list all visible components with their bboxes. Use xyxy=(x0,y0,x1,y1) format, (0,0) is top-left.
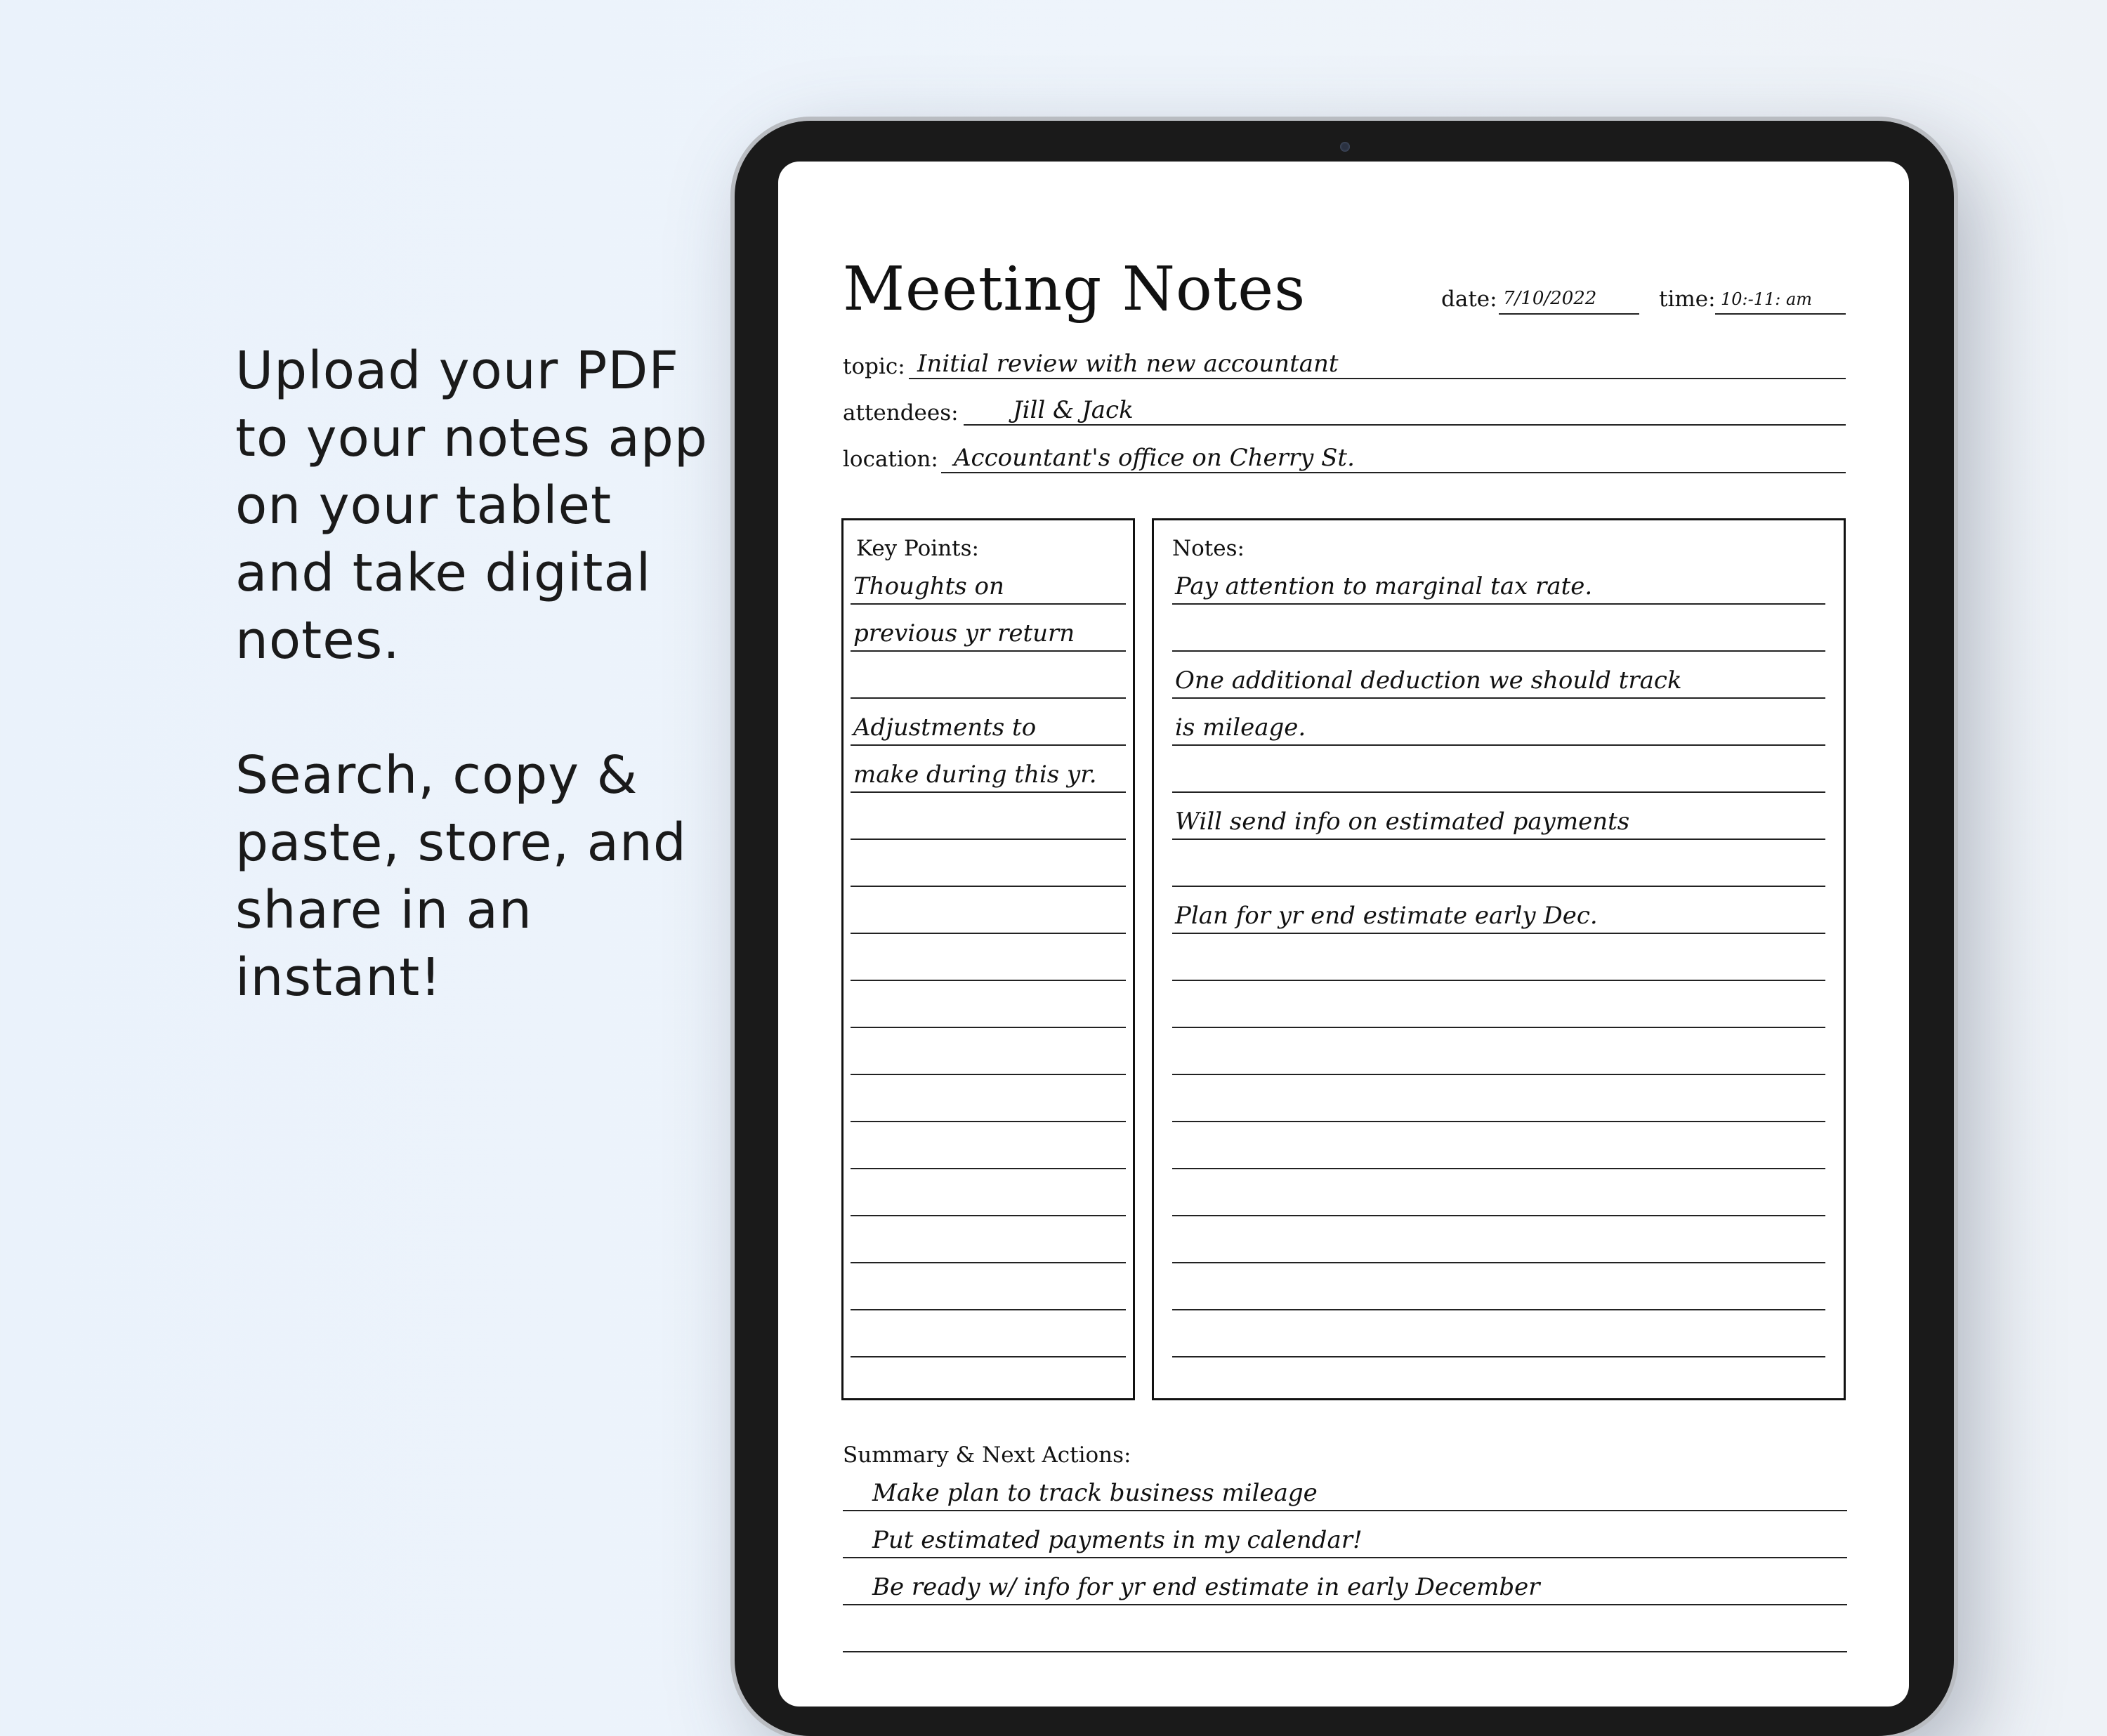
key-point-entry: Thoughts on xyxy=(853,572,1004,600)
key-point-rule[interactable] xyxy=(851,1121,1126,1122)
note-rule[interactable] xyxy=(1172,1074,1825,1075)
promo-text xyxy=(235,337,727,1079)
notes-label: Notes: xyxy=(1172,536,1245,561)
time-label: time: xyxy=(1659,287,1716,312)
key-points-box xyxy=(841,518,1135,1400)
note-rule[interactable] xyxy=(1172,1121,1825,1122)
note-rule[interactable] xyxy=(1172,791,1825,793)
key-point-rule[interactable] xyxy=(851,886,1126,887)
location-label: location: xyxy=(843,447,938,472)
note-rule[interactable] xyxy=(1172,1309,1825,1310)
summary-rule[interactable] xyxy=(843,1651,1847,1652)
summary-rule[interactable] xyxy=(843,1557,1847,1558)
topic-field[interactable] xyxy=(909,350,1846,379)
key-point-rule[interactable] xyxy=(851,1168,1126,1169)
note-entry: Plan for yr end estimate early Dec. xyxy=(1175,902,1598,930)
key-point-rule[interactable] xyxy=(851,603,1126,605)
note-rule[interactable] xyxy=(1172,603,1825,605)
notes-box xyxy=(1152,518,1846,1400)
note-rule[interactable] xyxy=(1172,933,1825,934)
note-rule[interactable] xyxy=(1172,1027,1825,1028)
key-point-rule[interactable] xyxy=(851,1356,1126,1357)
key-point-rule[interactable] xyxy=(851,744,1126,746)
summary-entry: Be ready w/ info for yr end estimate in early December xyxy=(872,1573,1540,1601)
summary-entry: Make plan to track business mileage xyxy=(872,1479,1318,1507)
note-entry: One additional deduction we should track xyxy=(1175,666,1682,695)
location-value: Accountant's office on Cherry St. xyxy=(954,444,1355,472)
key-point-entry: previous yr return xyxy=(853,619,1075,647)
key-point-rule[interactable] xyxy=(851,980,1126,981)
key-point-rule[interactable] xyxy=(851,933,1126,934)
promo-paragraph-search: Search, copy & paste, store, and share in an instant! xyxy=(235,745,687,1008)
key-point-rule[interactable] xyxy=(851,1262,1126,1263)
summary-rule[interactable] xyxy=(843,1510,1847,1511)
key-point-rule[interactable] xyxy=(851,1074,1126,1075)
note-rule[interactable] xyxy=(1172,839,1825,840)
topic-label: topic: xyxy=(843,354,905,379)
note-rule[interactable] xyxy=(1172,980,1825,981)
date-label: date: xyxy=(1441,287,1497,312)
attendees-label: attendees: xyxy=(843,400,959,426)
note-rule[interactable] xyxy=(1172,886,1825,887)
date-field[interactable] xyxy=(1499,285,1639,315)
key-point-rule[interactable] xyxy=(851,791,1126,793)
topic-value: Initial review with new accountant xyxy=(917,350,1339,378)
note-rule[interactable] xyxy=(1172,744,1825,746)
note-rule[interactable] xyxy=(1172,1356,1825,1357)
key-point-rule[interactable] xyxy=(851,1027,1126,1028)
promo-paragraph-upload: Upload your PDF to your notes app on your tablet and take digital notes. xyxy=(235,341,708,671)
note-rule[interactable] xyxy=(1172,1168,1825,1169)
date-value: 7/10/2022 xyxy=(1503,288,1597,309)
camera-icon xyxy=(1340,142,1350,152)
key-points-label: Key Points: xyxy=(856,536,979,561)
page-title: Meeting Notes xyxy=(843,254,1306,324)
note-entry: is mileage. xyxy=(1175,714,1306,742)
note-rule[interactable] xyxy=(1172,697,1825,699)
summary-rule[interactable] xyxy=(843,1604,1847,1605)
key-point-entry: make during this yr. xyxy=(853,761,1097,789)
note-rule[interactable] xyxy=(1172,1262,1825,1263)
key-point-entry: Adjustments to xyxy=(853,714,1037,742)
key-point-rule[interactable] xyxy=(851,1215,1126,1216)
attendees-value: Jill & Jack xyxy=(1013,396,1134,424)
note-entry: Will send info on estimated payments xyxy=(1175,808,1630,836)
tablet-screen xyxy=(778,162,1909,1707)
note-rule[interactable] xyxy=(1172,1215,1825,1216)
key-point-rule[interactable] xyxy=(851,1309,1126,1310)
summary-label: Summary & Next Actions: xyxy=(843,1442,1131,1468)
note-rule[interactable] xyxy=(1172,650,1825,652)
key-point-rule[interactable] xyxy=(851,650,1126,652)
summary-entry: Put estimated payments in my calendar! xyxy=(872,1526,1363,1554)
key-point-rule[interactable] xyxy=(851,839,1126,840)
note-entry: Pay attention to marginal tax rate. xyxy=(1175,572,1593,600)
time-field[interactable] xyxy=(1715,285,1846,315)
attendees-field[interactable] xyxy=(964,396,1846,426)
location-field[interactable] xyxy=(941,444,1846,473)
time-value: 10:-11: am xyxy=(1721,289,1813,309)
key-point-rule[interactable] xyxy=(851,697,1126,699)
